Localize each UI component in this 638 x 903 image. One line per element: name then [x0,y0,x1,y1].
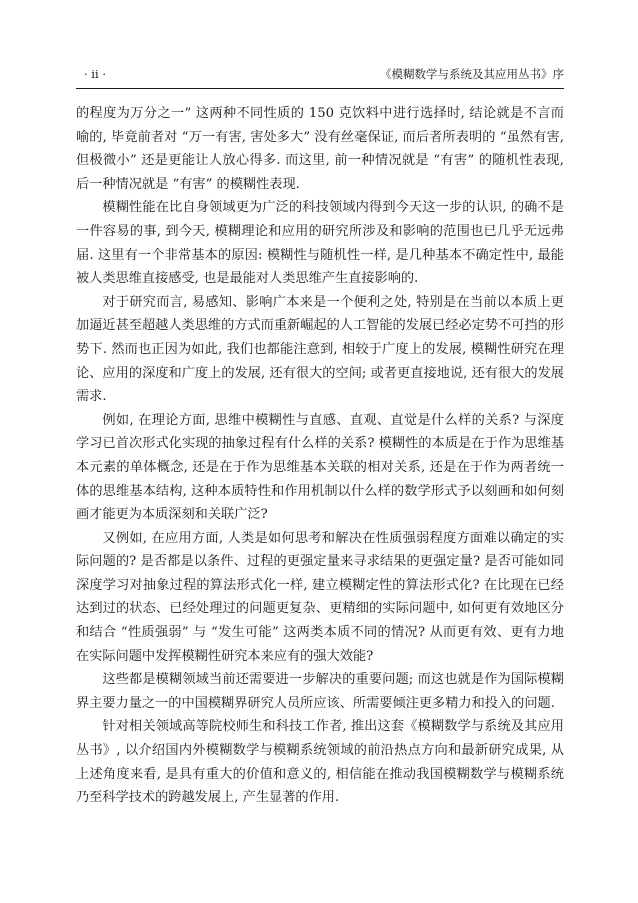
paragraph: 又例如, 在应用方面, 人类是如何思考和解决在性质强弱程度方面难以确定的实际问题的? 是否都是以条件、过程的更强定量来寻求结果的更强定量? 是否可能如同深度学习对抽象过程的算法形式化一样, 建立模糊定性的算法形式化? 在比现在已经达到过的状态、已经处理过的问题更复杂、更精细的实际问题中, 如何更有效地区分和结合 “性质强弱” 与 “发生可能” 这两类本质不同的情况? 从而更有效、更有力地在实际问题中发挥模糊性研究本来应有的强大效能? [76,530,564,664]
page-number: · ii · [84,67,106,81]
paragraph: 这些都是模糊领域当前还需要进一步解决的重要问题; 而这也就是作为国际模糊界主要力量之一的中国模糊界研究人员所应该、所需要倾注更多精力和投入的问题. [76,672,564,711]
paragraph: 例如, 在理论方面, 思维中模糊性与直感、直观、直觉是什么样的关系? 与深度学习已首次形式化实现的抽象过程有什么样的关系? 模糊性的本质是在于作为思维基本元素的单体概念, 还是在于作为思维基本关联的相对关系, 还是在于作为两者统一体的思维基本结构, 这种本质特性和作用机制以什么样的数学形式予以刻画和如何刻画才能更为本质深刻和关联广泛? [76,412,564,523]
body-text [76,102,564,810]
header-rule [76,88,564,89]
paragraph: 模糊性能在比自身领域更为广泛的科技领域内得到今天这一步的认识, 的确不是一件容易的事, 到今天, 模糊理论和应用的研究所涉及和影响的范围也已几乎无远弗届. 这里有一个非常基本的原因: 模糊性与随机性一样, 是几种基本不确定性中, 最能被人类思维直接感受, 也是最能对人类思维产生直接影响的. [76,200,564,287]
paragraph: 针对相关领域高等院校师生和科技工作者, 推出这套《模糊数学与系统及其应用丛书》, 以介绍国内外模糊数学与模糊系统领域的前沿热点方向和最新研究成果, 从上述角度来看, 是具有重大的价值和意义的, 相信能在推动我国模糊数学与模糊系统乃至科学技术的跨越发展上, 产生显著的作用. [76,719,564,806]
page-header [76,66,564,82]
running-title: 《模糊数学与系统及其应用丛书》序 [380,67,564,81]
paragraph: 对于研究而言, 易感知、影响广本来是一个便利之处, 特别是在当前以本质上更加逼近甚至超越人类思维的方式而重新崛起的人工智能的发展已经必定势不可挡的形势下. 然而也正因为如此, 我们也都能注意到, 相较于广度上的发展, 模糊性研究在理论、应用的深度和广度上的发展, 还有很大的空间; 或者更直接地说, 还有很大的发展需求. [76,294,564,405]
paragraph-continued: 的程度为万分之一” 这两种不同性质的 150 克饮料中进行选择时, 结论就是不言而喻的, 毕竟前者对 “万一有害, 害处多大” 没有丝毫保证, 而后者所表明的 “虽然有害, 但极微小” 还是更能让人放心得多. 而这里, 前一种情况就是 “有害” 的随机性表现, 后一种情况就是 “有害” 的模糊性表现. [76,106,564,192]
